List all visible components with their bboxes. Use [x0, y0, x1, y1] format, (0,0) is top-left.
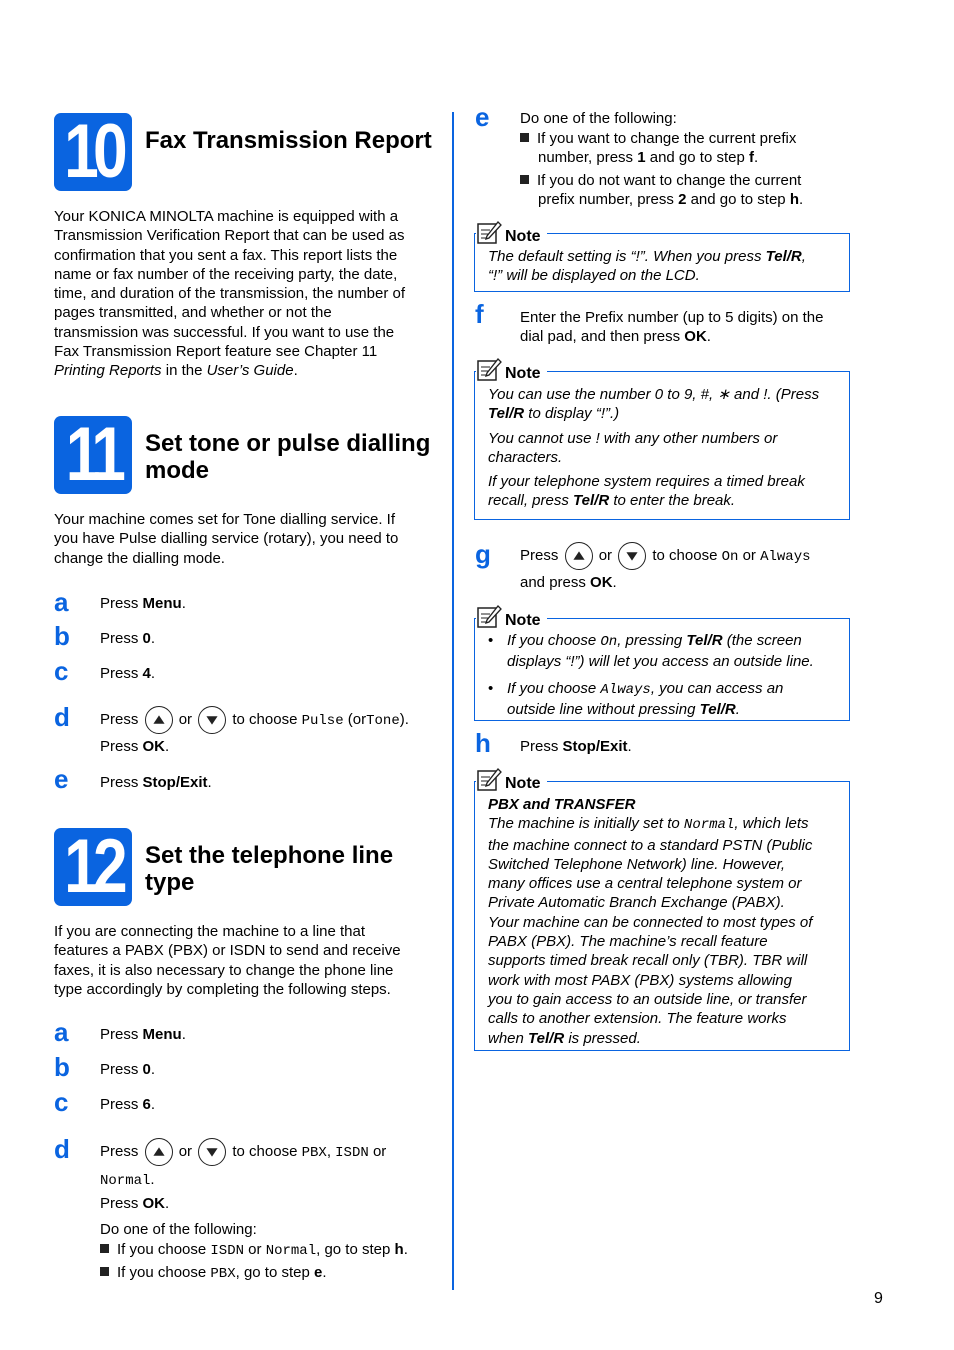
- note-line: “!” will be displayed on the LCD.: [488, 267, 700, 285]
- note-line: The machine is initially set to Normal, which lets: [488, 815, 809, 834]
- step-12a-text: Press Menu.: [100, 1026, 186, 1043]
- body-line: faxes, it is also necessary to change the phone line: [54, 961, 394, 979]
- step-12d-bullet-2: If you choose PBX, go to step e.: [100, 1263, 327, 1284]
- section-10-body: [54, 207, 444, 381]
- step-12d-ok: Press OK.: [100, 1195, 170, 1212]
- body-line: [54, 361, 444, 380]
- key-stop-exit: Stop/Exit: [562, 738, 628, 755]
- body-line: change the dialling mode.: [54, 549, 225, 567]
- note-line: Switched Telephone Network) line. However,: [488, 855, 786, 873]
- step-letter-h: h: [475, 728, 491, 758]
- dot-bullet-icon: •: [488, 632, 494, 649]
- note-pencil-icon: [476, 221, 502, 245]
- step-11d-text: Press or to choose Pulse (orTone).: [100, 706, 409, 734]
- step-letter-g: g: [475, 539, 491, 569]
- note-line: You cannot use ! with any other numbers or: [488, 429, 778, 447]
- note-line: You can use the number 0 to 9, #, ∗ and !. (Press: [488, 386, 820, 403]
- body-line: pages transmitted, and whether or not the: [54, 304, 332, 322]
- step-number-badge-10: 10: [54, 113, 132, 191]
- section-title-tone-pulse: [145, 430, 430, 484]
- down-arrow-button-icon: [198, 1138, 226, 1166]
- key-0: 0: [142, 630, 151, 647]
- square-bullet-icon: [100, 1267, 109, 1276]
- title-line: Set tone or pulse dialling: [145, 430, 431, 457]
- step-number-badge-12: 12: [54, 828, 132, 906]
- section-title-telephone-line-type: [145, 842, 393, 896]
- body-line: Transmission Verification Report that can be used as: [54, 227, 405, 245]
- note-line: the machine connect to a standard PSTN (Public: [488, 836, 813, 854]
- option-normal: Normal: [100, 1173, 151, 1189]
- note-2-text: [488, 385, 819, 511]
- body-line: Your machine comes set for Tone dialling service. If: [54, 511, 396, 528]
- note-pencil-icon: [476, 358, 502, 382]
- square-bullet-icon: [520, 133, 529, 142]
- step-letter-b: b: [54, 621, 70, 651]
- step-12d-text: Press or to choose PBX, ISDN or: [100, 1138, 386, 1166]
- key-menu: Menu: [142, 1026, 182, 1043]
- title-line: mode: [145, 457, 210, 484]
- step-letter-e: e: [54, 764, 69, 794]
- up-arrow-button-icon: [565, 542, 593, 570]
- square-bullet-icon: [520, 175, 529, 184]
- note-line: calls to another extension. The feature works: [488, 1010, 787, 1028]
- step-letter-e: e: [475, 102, 490, 132]
- body-line: type accordingly by completing the following steps.: [54, 980, 391, 998]
- step-11d-ok: Press OK.: [100, 738, 170, 755]
- note-subheading: PBX and TRANSFER: [488, 796, 636, 813]
- note-pencil-icon: [476, 605, 502, 629]
- note-1-text: [488, 247, 806, 286]
- step-11b-text: Press 0.: [100, 630, 156, 647]
- note-line: Your machine can be connected to most types of: [488, 913, 813, 931]
- note-line: you to gain access to an outside line, or transfer: [488, 990, 807, 1008]
- note-line: Tel/R to display “!”.): [488, 405, 620, 423]
- step-12d-normal: Normal.: [100, 1171, 155, 1189]
- body-line: you have Pulse dialling service (rotary), you need to: [54, 530, 399, 548]
- step-12g-ok: and press OK.: [520, 574, 617, 591]
- note-line: If your telephone system requires a timed break: [488, 473, 805, 491]
- book-title-reference: User’s Guide: [206, 362, 294, 380]
- option-on: On: [721, 548, 739, 565]
- body-line: transmission was successful. If you want to use the: [54, 323, 395, 341]
- up-arrow-button-icon: [145, 1138, 173, 1166]
- note-line: supports timed break recall only (TBR). TBR will: [488, 952, 808, 970]
- note-4-text: [488, 795, 812, 1048]
- body-line: If you are connecting the machine to a line that: [54, 923, 366, 940]
- note-line: characters.: [488, 448, 563, 466]
- step-12f-text: Enter the Prefix number (up to 5 digits) on the dial pad, and then press OK.: [520, 309, 824, 345]
- key-6: 6: [142, 1096, 151, 1113]
- step-letter-f: f: [475, 299, 484, 329]
- note-line: when Tel/R is pressed.: [488, 1029, 641, 1047]
- step-12c-text: Press 6.: [100, 1096, 156, 1113]
- step-12g-text: Press or to choose On or Always: [520, 542, 811, 570]
- option-isdn: ISDN: [335, 1144, 369, 1161]
- key-ok: OK: [142, 1195, 166, 1212]
- step-12e-intro: Do one of the following:: [520, 110, 677, 127]
- section-12-body: [54, 922, 444, 999]
- note-line: work with most PABX (PBX) systems allowing: [488, 971, 792, 989]
- step-letter-c: c: [54, 656, 69, 686]
- note-bullet-line: • If you choose On, pressing Tel/R (the screen: [488, 632, 802, 650]
- key-4: 4: [142, 665, 151, 682]
- step-12d-follow: Do one of the following:: [100, 1221, 257, 1238]
- section-11-body: [54, 510, 444, 568]
- book-chapter-reference: Printing Reports: [54, 362, 162, 380]
- note-line: many offices use a central telephone system or: [488, 875, 802, 893]
- note-line: PABX (PBX). The machine’s recall feature: [488, 933, 768, 951]
- key-ok: OK: [142, 738, 166, 755]
- step-12h-text: Press Stop/Exit.: [520, 738, 632, 755]
- body-text: .: [293, 362, 298, 380]
- column-divider: [452, 112, 454, 1290]
- step-12e-bullet-2: If you do not want to change the current: [520, 171, 801, 190]
- option-always: Always: [760, 548, 811, 565]
- down-arrow-button-icon: [618, 542, 646, 570]
- key-menu: Menu: [142, 595, 182, 612]
- note-3-text: [488, 631, 814, 719]
- square-bullet-icon: [100, 1244, 109, 1253]
- key-0: 0: [142, 1061, 151, 1078]
- note-heading: Note: [476, 221, 547, 248]
- note-heading: Note: [476, 358, 547, 385]
- body-line: Your KONICA MINOLTA machine is equipped with a: [54, 208, 399, 225]
- body-line: Fax Transmission Report feature see Chapter 11: [54, 343, 378, 361]
- note-line: Private Automatic Branch Exchange (PABX).: [488, 894, 785, 912]
- note-pencil-icon: [476, 768, 502, 792]
- title-line: type: [145, 869, 195, 896]
- step-12e-bullet-2-cont: prefix number, press 2 and go to step h.: [538, 191, 804, 208]
- note-heading: Note: [476, 768, 547, 795]
- step-11c-text: Press 4.: [100, 665, 156, 682]
- note-line: recall, press Tel/R to enter the break.: [488, 492, 736, 510]
- option-tone: Tone: [366, 712, 400, 729]
- body-line: time, and duration of the transmission, the number of: [54, 285, 406, 303]
- step-12d-bullet-1: If you choose ISDN or Normal, go to step h.: [100, 1240, 408, 1261]
- step-11a-text: Press Menu.: [100, 595, 186, 612]
- note-line: The default setting is “!”. When you press Tel/R,: [488, 248, 806, 265]
- step-letter-c: c: [54, 1087, 69, 1117]
- section-title-fax-transmission-report: Fax Transmission Report: [145, 127, 432, 154]
- body-text: in the: [161, 362, 207, 380]
- dot-bullet-icon: •: [488, 679, 494, 697]
- key-stop-exit: Stop/Exit: [142, 774, 208, 791]
- step-11e-text: Press Stop/Exit.: [100, 774, 212, 791]
- note-bullet-line: • If you choose Always, you can access an: [488, 679, 784, 698]
- down-arrow-button-icon: [198, 706, 226, 734]
- page-number: 9: [874, 1290, 883, 1307]
- body-line: confirmation that you sent a fax. This report lists the: [54, 246, 398, 264]
- note-line: outside line without pressing Tel/R.: [507, 700, 740, 718]
- step-12e-bullet-1: If you want to change the current prefix: [520, 129, 796, 148]
- step-letter-d: d: [54, 1134, 70, 1164]
- step-letter-a: a: [54, 587, 69, 617]
- note-heading: Note: [476, 605, 547, 632]
- step-12e-bullet-1-cont: number, press 1 and go to step f.: [538, 149, 759, 166]
- step-letter-a: a: [54, 1017, 69, 1047]
- step-letter-b: b: [54, 1052, 70, 1082]
- step-letter-d: d: [54, 702, 70, 732]
- option-pulse: Pulse: [301, 712, 344, 729]
- body-line: features a PABX (PBX) or ISDN to send and receive: [54, 942, 401, 960]
- note-line: displays “!”) will let you access an outside line.: [507, 653, 814, 671]
- up-arrow-button-icon: [145, 706, 173, 734]
- option-pbx: PBX: [301, 1144, 327, 1161]
- title-line: Set the telephone line: [145, 842, 394, 869]
- body-line: name or fax number of the receiving party, the date,: [54, 265, 398, 283]
- step-number-badge-11: 11: [54, 416, 132, 494]
- step-12b-text: Press 0.: [100, 1061, 156, 1078]
